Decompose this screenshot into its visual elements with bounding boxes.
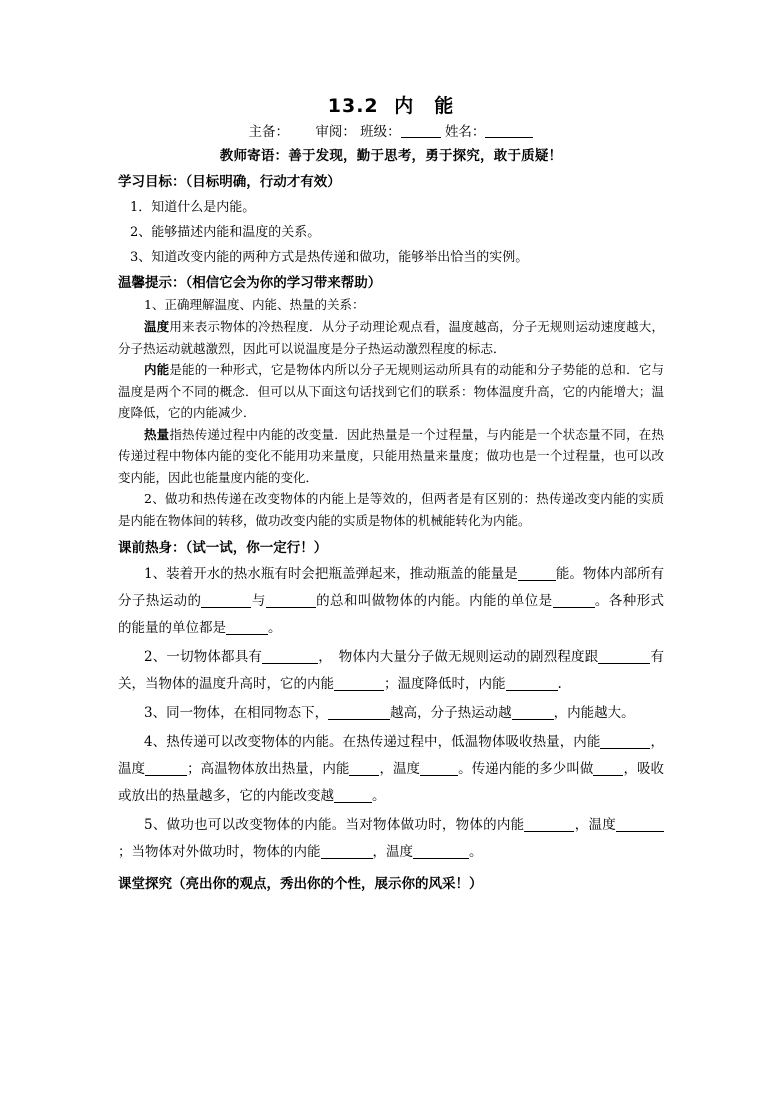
tips-heading: 温馨提示：（相信它会为你的学习带来帮助） [118, 275, 382, 291]
answer-blank[interactable] [600, 733, 650, 749]
answer-blank[interactable] [201, 592, 251, 608]
answer-blank[interactable] [349, 760, 379, 776]
answer-blank[interactable] [616, 816, 664, 832]
answer-blank[interactable] [413, 843, 469, 859]
term-heat: 热量 [144, 426, 170, 442]
answer-blank[interactable] [598, 648, 650, 664]
name-blank[interactable] [485, 123, 533, 138]
goal-item: 2、能够描述内能和温度的关系。 [130, 225, 321, 240]
answer-blank[interactable] [266, 592, 316, 608]
term-temperature: 温度 [144, 319, 170, 334]
meta-banji: 班级： [360, 124, 401, 140]
tip-internal-energy-text: 是能的一种形式，它是物体内所以分子无规则运动所具有的动能和分子势能的总和．它与温度是两个不同的概念．但可以从下面这句话找到它们的联系：物体温度升高，它的内能增大；温度降低，它的内能减少． [118, 362, 664, 420]
goals-heading: 学习目标：（目标明确，行动才有效） [118, 174, 341, 190]
meta-xingming: 姓名： [444, 124, 486, 140]
meta-zhubei: 主备： [248, 124, 290, 140]
answer-blank[interactable] [518, 565, 556, 581]
warmup-heading: 课前热身：（试一试，你一定行！） [118, 540, 328, 556]
question-4: 4、热传递可以改变物体的内能。在热传递过程中，低温物体吸收热量，内能 ，温度 ；高温物体放出热量，内能 ，温度 。传递内能的多少叫做 ，吸收或放出的热量越多，它的内能改变越 。 [118, 734, 665, 804]
explore-heading: 课堂探究（亮出你的观点，秀出你的个性，展示你的风采！） [118, 876, 483, 892]
answer-blank[interactable] [593, 760, 623, 776]
teacher-motto: 教师寄语：善于发现，勤于思考，勇于探究，敢于质疑！ [219, 148, 563, 164]
answer-blank[interactable] [420, 760, 458, 776]
answer-blank[interactable] [145, 760, 187, 776]
term-internal-energy: 内能 [144, 362, 170, 377]
answer-blank[interactable] [334, 675, 384, 691]
goal-item: 1．知道什么是内能。 [130, 200, 256, 215]
meta-line [118, 121, 664, 143]
question-3: 3、同一物体，在相同物态下， 越高，分子热运动越 ，内能越大。 [144, 705, 635, 721]
answer-blank[interactable] [262, 648, 318, 664]
answer-blank[interactable] [512, 704, 554, 720]
worksheet-content [118, 94, 664, 898]
answer-blank[interactable] [328, 704, 390, 720]
tip-internal-energy [118, 359, 664, 424]
page-title: 13.2 内 能 [327, 95, 455, 117]
tip-temperature-text: 用来表示物体的冷热程度．从分子动理论观点看，温度越高，分子无规则运动速度越大，分子热运动就越激烈，因此可以说温度是分子热运动激烈程度的标志． [118, 319, 664, 356]
answer-blank[interactable] [321, 843, 373, 859]
tips-intro: 1、正确理解温度、内能、热量的关系： [144, 297, 365, 312]
question-2: 2、一切物体都具有 ， 物体内大量分子做无规则运动的剧烈程度跟 有关，当物体的温度升高时，它的内能 ；温度降低时，内能 . [118, 649, 665, 692]
question-1: 1、装着开水的热水瓶有时会把瓶盖弹起来，推动瓶盖的能量是 能。物体内部所有分子热运动的 与 的总和叫做物体的内能。内能的单位是 。各种形式的能量的单位都是 。 [118, 566, 665, 636]
answer-blank[interactable] [334, 787, 372, 803]
tip-heat-text: 指热传递过程中内能的改变量．因此热量是一个过程量，与内能是一个状态量不同，在热传递过程中物体内能的变化不能用功来量度，只能用热量来量度；做功也是一个过程量，也可以改变内能，因此也能量度内能的变化． [118, 426, 664, 485]
class-blank[interactable] [401, 123, 441, 138]
answer-blank[interactable] [506, 675, 558, 691]
goal-item: 3、知道改变内能的两种方式是热传递和做功，能够举出恰当的实例。 [130, 250, 529, 265]
tip-equivalence: 2、做功和热传递在改变物体的内能上是等效的，但两者是有区别的：热传递改变内能的实质是内能在物体间的转移，做功改变内能的实质是物体的机械能转化为内能。 [118, 491, 664, 528]
answer-blank[interactable] [524, 816, 574, 832]
answer-blank[interactable] [553, 592, 595, 608]
question-5: 5、做功也可以改变物体的内能。当对物体做功时，物体的内能 ，温度；当物体对外做功时，物体的内能 ，温度 。 [118, 812, 664, 866]
answer-blank[interactable] [226, 619, 268, 635]
tip-temperature [118, 316, 664, 359]
tip-heat [118, 424, 664, 489]
meta-shenyue: 审阅： [315, 124, 356, 140]
